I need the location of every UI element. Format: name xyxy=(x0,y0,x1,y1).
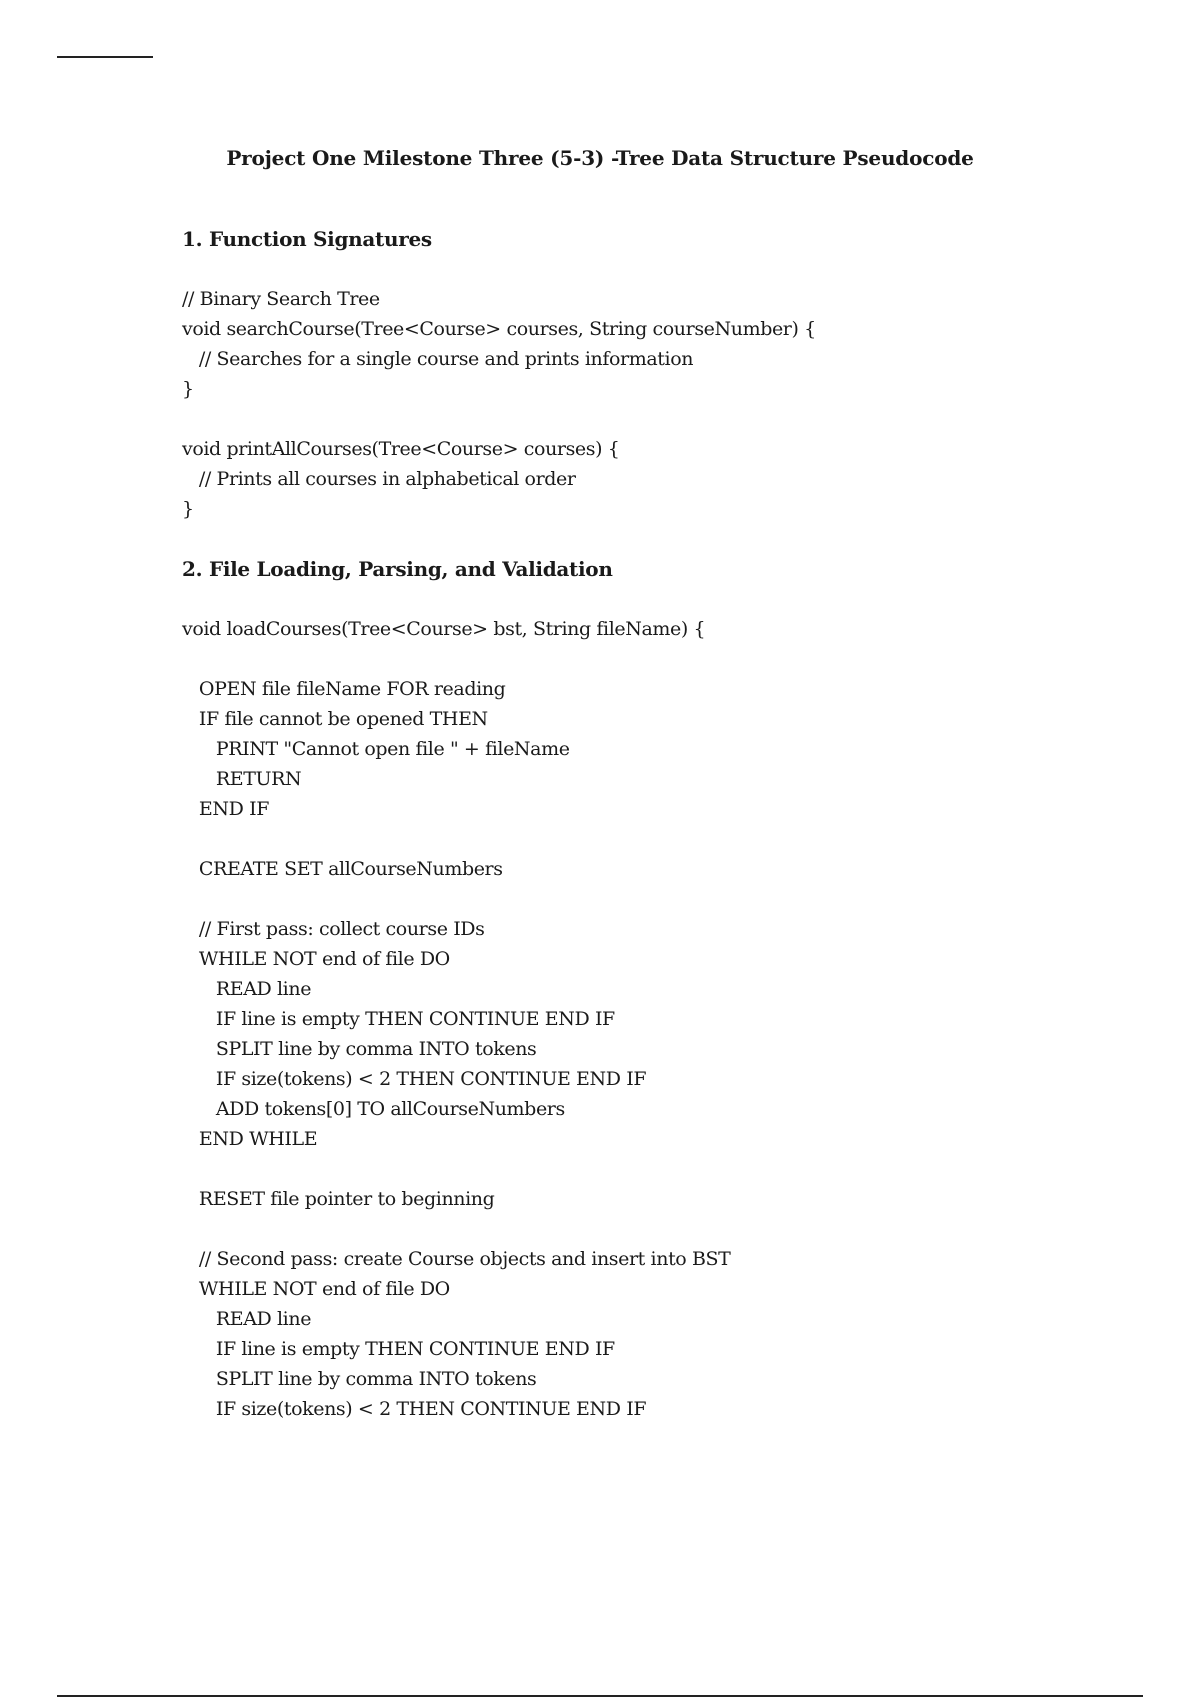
code-line: // Second pass: create Course objects and insert into BST xyxy=(182,1248,731,1270)
code-line: END WHILE xyxy=(182,1128,318,1150)
section-function-signatures xyxy=(182,224,1082,524)
code-line: IF size(tokens) < 2 THEN CONTINUE END IF xyxy=(182,1068,647,1090)
section-heading: 1. Function Signatures xyxy=(182,227,432,251)
code-line: IF line is empty THEN CONTINUE END IF xyxy=(182,1008,615,1030)
code-line: OPEN file fileName FOR reading xyxy=(182,678,506,700)
section-file-loading xyxy=(182,554,1082,1424)
code-line: READ line xyxy=(182,1308,312,1330)
code-line: // First pass: collect course IDs xyxy=(182,918,485,940)
code-line: void searchCourse(Tree<Course> courses, String courseNumber) { xyxy=(182,318,816,340)
code-line: // Prints all courses in alphabetical order xyxy=(182,468,576,490)
code-line: void loadCourses(Tree<Course> bst, String fileName) { xyxy=(182,618,706,640)
code-line xyxy=(182,1214,1082,1244)
code-line: READ line xyxy=(182,978,312,1000)
code-line: CREATE SET allCourseNumbers xyxy=(182,858,503,880)
spacer xyxy=(182,524,1082,554)
code-line: void printAllCourses(Tree<Course> courses) { xyxy=(182,438,620,460)
code-line: END IF xyxy=(182,798,269,820)
code-line: IF file cannot be opened THEN xyxy=(182,708,488,730)
code-line: RETURN xyxy=(182,768,302,790)
code-line xyxy=(182,824,1082,854)
code-line: IF line is empty THEN CONTINUE END IF xyxy=(182,1338,615,1360)
code-line: PRINT "Cannot open file " + fileName xyxy=(182,738,570,760)
spacer xyxy=(182,254,1082,284)
code-line: SPLIT line by comma INTO tokens xyxy=(182,1368,537,1390)
code-line: IF size(tokens) < 2 THEN CONTINUE END IF xyxy=(182,1398,647,1420)
code-block xyxy=(182,614,1082,1424)
code-line: ADD tokens[0] TO allCourseNumbers xyxy=(182,1098,565,1120)
code-line: WHILE NOT end of file DO xyxy=(182,1278,450,1300)
code-line xyxy=(182,404,1082,434)
code-line: } xyxy=(182,378,194,400)
document-body xyxy=(182,224,1082,1424)
code-line: SPLIT line by comma INTO tokens xyxy=(182,1038,537,1060)
spacer xyxy=(182,584,1082,614)
section-heading: 2. File Loading, Parsing, and Validation xyxy=(182,557,613,581)
code-line: WHILE NOT end of file DO xyxy=(182,948,450,970)
footer-rule xyxy=(57,1695,1143,1697)
code-line xyxy=(182,1154,1082,1184)
header-rule xyxy=(57,56,153,58)
code-line: } xyxy=(182,498,194,520)
code-block xyxy=(182,284,1082,524)
code-line: RESET file pointer to beginning xyxy=(182,1188,495,1210)
code-line: // Searches for a single course and prints information xyxy=(182,348,694,370)
code-line: // Binary Search Tree xyxy=(182,288,380,310)
code-line xyxy=(182,884,1082,914)
document-title: Project One Milestone Three (5-3) -Tree Data Structure Pseudocode xyxy=(226,146,974,170)
code-line xyxy=(182,644,1082,674)
